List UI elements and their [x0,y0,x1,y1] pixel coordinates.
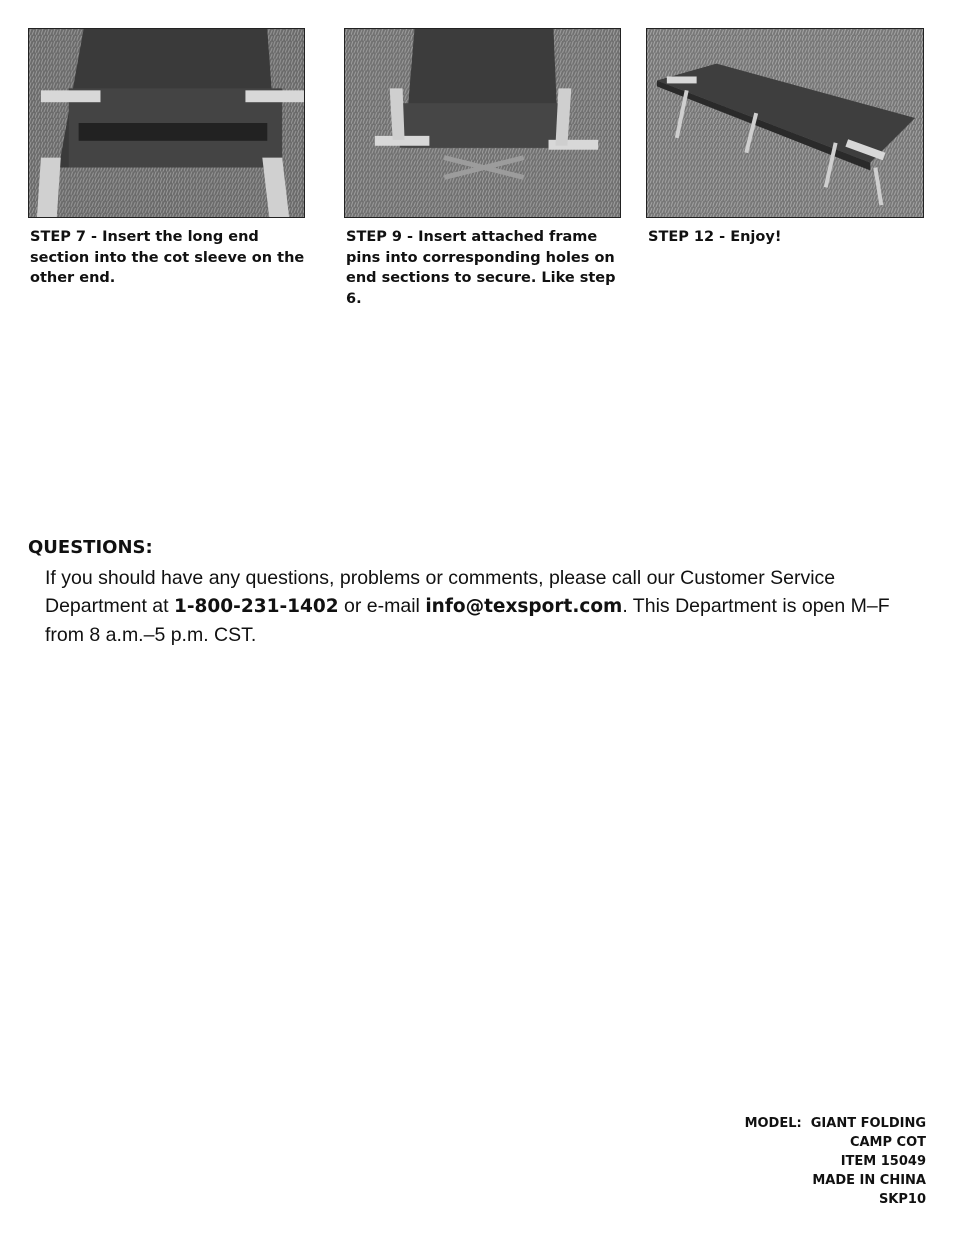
step-9-caption: STEP 9 - Insert attached frame pins into corresponding holes on end sections to secure. Like step 6. [346,229,616,307]
email-address: info@texsport.com [425,596,623,617]
questions-text-1: If you should have any questions, problems or comments, please call our Customer Service Department at [45,567,836,617]
phone-number: 1-800-231-1402 [173,596,339,617]
model-info [745,1114,926,1209]
questions-text-2: or e-mail [338,595,426,617]
questions-heading: QUESTIONS: [28,537,153,558]
questions-paragraph [45,564,925,649]
step-12-photo [646,28,924,218]
model-name-line: CAMP COT [849,1135,926,1150]
step-7-caption: STEP 7 - Insert the long end section into the cot sleeve on the other end. [30,229,305,286]
step-12-caption: STEP 12 - Enjoy! [648,229,782,245]
questions-text-3: . This Department is open M–F from 8 a.m.–5 p.m. CST. [45,595,890,646]
item-number: ITEM 15049 [840,1154,926,1169]
step-9-photo [344,28,621,218]
origin-line: MADE IN CHINA [812,1173,926,1188]
sku-line: SKP10 [878,1192,926,1207]
step-7-photo [28,28,305,218]
model-line: MODEL: GIANT FOLDING [744,1116,926,1131]
